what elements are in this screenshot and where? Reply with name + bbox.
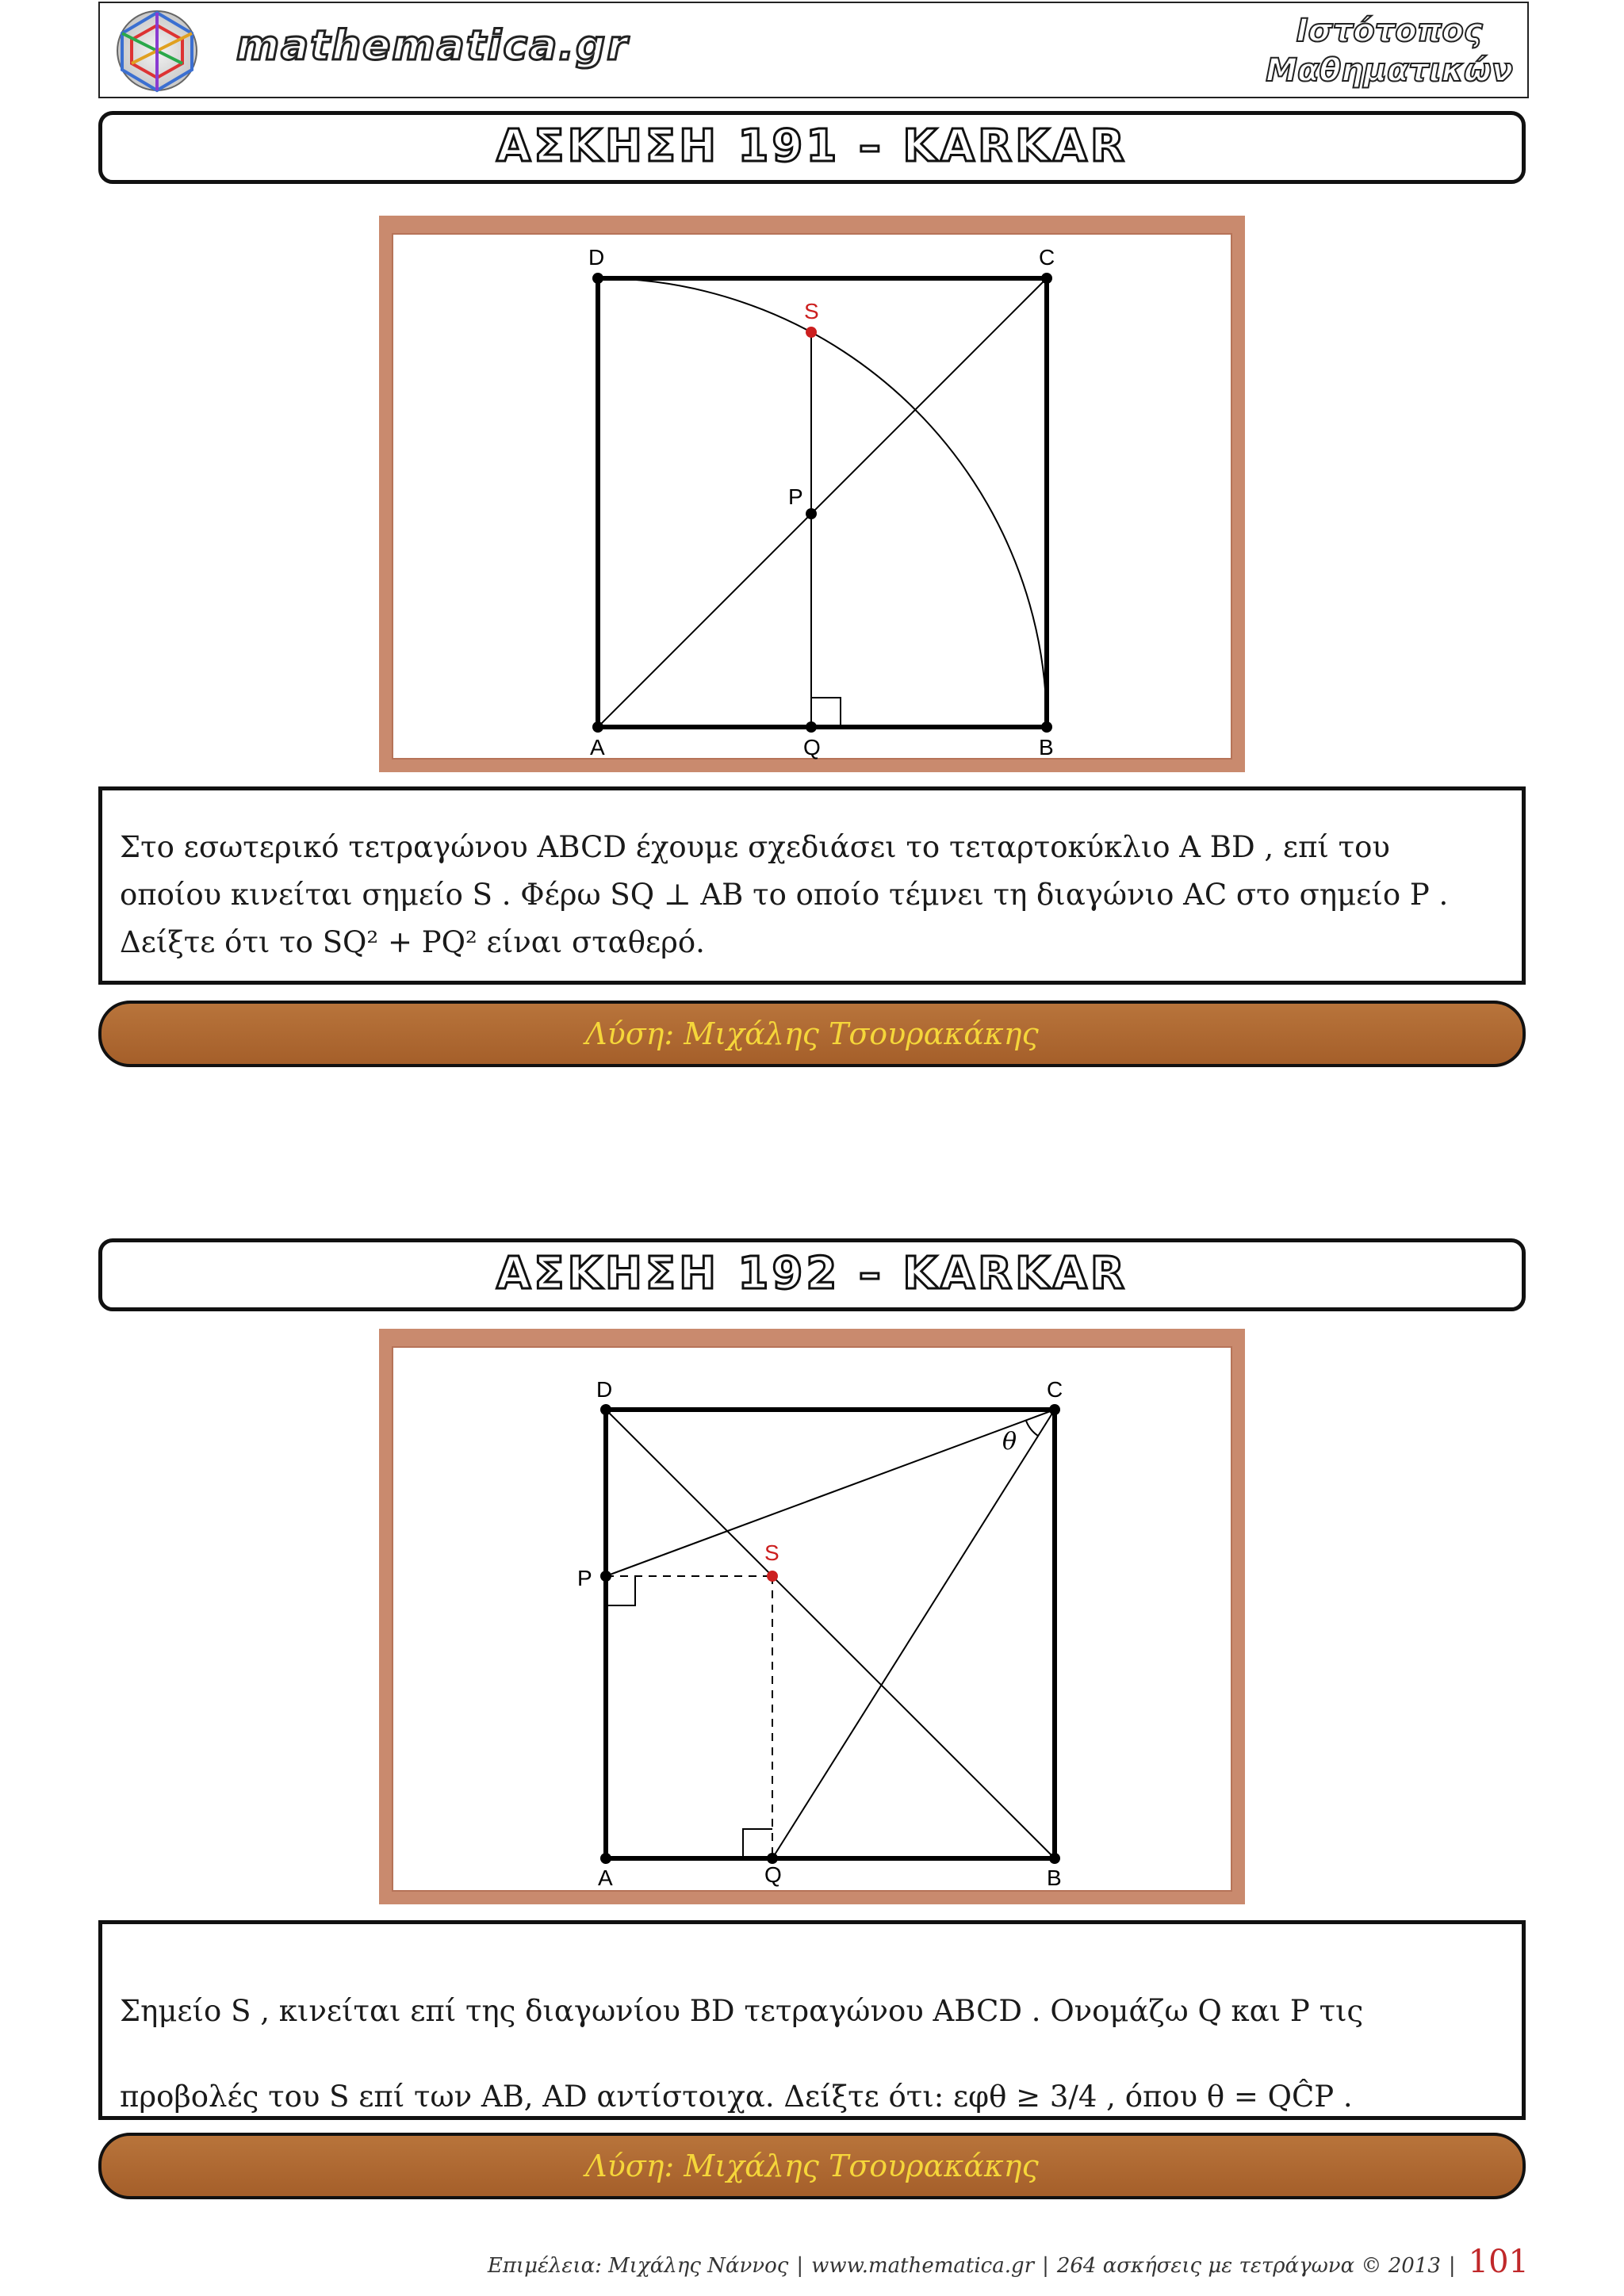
problem-191-line-1: Στο εσωτερικό τετραγώνου ABCD έχουμε σχεδιάσει το τεταρτοκύκλιο A BD , επί του: [120, 830, 1390, 864]
problem-191-line-3: Δείξτε ότι το SQ² + PQ² είναι σταθερό.: [120, 925, 705, 959]
label-b: B: [1039, 735, 1054, 760]
problem-192-line-1: Σημείο S , κινείται επί της διαγωνίου BD τετραγώνου ABCD . Ονομάζω Q και P τις: [120, 1994, 1364, 2028]
point-b: [1041, 721, 1052, 733]
point-d: [592, 273, 603, 284]
right-angle-mark-p: [606, 1576, 635, 1605]
point-c: [1049, 1404, 1060, 1415]
point-s: [806, 327, 817, 338]
segment-cp: [606, 1410, 1055, 1576]
exercise-192-statement: [98, 1920, 1526, 2120]
exercise-192-solution-link[interactable]: Λύση: Μιχάλης Τσουρακάκης: [98, 2133, 1526, 2199]
point-b: [1049, 1853, 1060, 1864]
label-s: S: [764, 1540, 779, 1565]
exercise-192-figure: [379, 1329, 1245, 1904]
right-angle-mark-q: [743, 1829, 772, 1858]
label-b: B: [1047, 1866, 1062, 1890]
logo-icon: [106, 8, 208, 94]
point-d: [600, 1404, 611, 1415]
point-p: [806, 508, 817, 519]
exercise-191-solution-link[interactable]: Λύση: Μιχάλης Τσουρακάκης: [98, 1001, 1526, 1067]
page-footer: Επιμέλεια: Μιχάλης Νάννος | www.mathematica.gr | 264 ασκήσεις με τετράγωνα © 2013 | 101: [487, 2244, 1529, 2280]
footer-editor: Επιμέλεια: Μιχάλης Νάννος: [487, 2254, 789, 2278]
point-a: [592, 721, 603, 733]
site-tagline-line2: Μαθηματικών: [1266, 52, 1513, 89]
exercise-191-statement: [98, 786, 1526, 985]
exercise-191-title: ΑΣΚΗΣΗ 191 – KARKAR: [98, 111, 1526, 184]
point-q: [806, 721, 817, 733]
point-c: [1041, 273, 1052, 284]
point-p: [600, 1571, 611, 1582]
label-p: P: [577, 1566, 592, 1590]
footer-book: 264 ασκήσεις με τετράγωνα © 2013: [1056, 2254, 1441, 2278]
right-angle-mark: [811, 698, 841, 727]
footer-site-link[interactable]: www.mathematica.gr: [811, 2254, 1035, 2278]
diagonal-bd: [606, 1410, 1055, 1858]
problem-192-line-2: προβολές του S επί των AB, AD αντίστοιχα. Δείξτε ότι: εφθ ≥ 3/4 , όπου θ = QĈP .: [120, 2080, 1353, 2114]
label-p: P: [788, 484, 803, 509]
exercise-192-title: ΑΣΚΗΣΗ 192 – KARKAR: [98, 1238, 1526, 1311]
site-name[interactable]: mathematica.gr: [236, 22, 629, 70]
page-header: [98, 2, 1529, 98]
exercise-191-figure: [379, 216, 1245, 772]
point-a: [600, 1853, 611, 1864]
angle-arc-theta: [1026, 1421, 1038, 1436]
label-a: A: [598, 1866, 613, 1890]
site-tagline: [1266, 11, 1513, 90]
label-d: D: [596, 1377, 613, 1402]
site-tagline-line1: Ιστότοπος: [1296, 13, 1483, 49]
point-s: [767, 1571, 778, 1582]
diagonal-ac: [598, 278, 1047, 727]
label-theta: θ: [1002, 1428, 1017, 1456]
label-d: D: [588, 245, 605, 270]
page-number: 101: [1468, 2244, 1529, 2280]
label-s: S: [804, 299, 819, 323]
label-q: Q: [764, 1862, 782, 1887]
label-q: Q: [803, 735, 821, 760]
label-c: C: [1047, 1377, 1063, 1402]
label-a: A: [590, 735, 605, 760]
segment-cq: [772, 1410, 1055, 1858]
label-c: C: [1039, 245, 1055, 270]
problem-191-line-2: οποίου κινείται σημείο S . Φέρω SQ ⊥ AB το οποίο τέμνει τη διαγώνιο AC στο σημείο P .: [120, 878, 1449, 912]
